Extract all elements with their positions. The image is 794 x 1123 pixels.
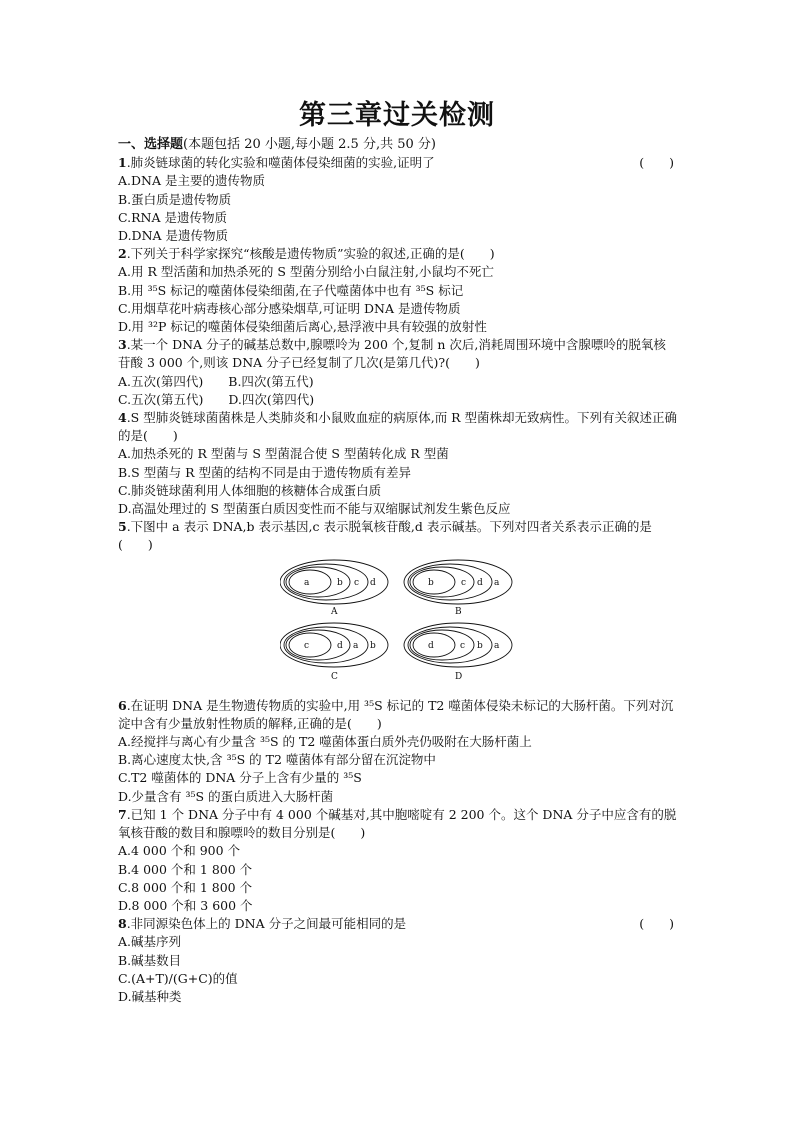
venn-label: c — [354, 577, 360, 588]
question-list — [118, 136, 678, 1006]
option-a: A.4 000 个和 900 个 — [118, 843, 241, 859]
option-d: D.8 000 个和 3 600 个 — [118, 897, 253, 913]
option-a: A.经搅拌与离心有少量含 ³⁵S 的 T2 噬菌体蛋白质外壳仍吸附在大肠杆菌上 — [118, 734, 532, 750]
option-c: C.(A+T)/(G+C)的值 — [118, 970, 238, 986]
question-3 — [118, 336, 678, 372]
question-number: 4 — [118, 410, 127, 426]
question-1 — [118, 154, 678, 172]
option-c: C.用烟草花叶病毒核心部分感染烟草,可证明 DNA 是遗传物质 — [118, 300, 461, 316]
option-b: B.碱基数目 — [118, 952, 182, 968]
section-head: 一、选择题 — [118, 137, 184, 152]
question-4 — [118, 409, 678, 445]
venn-label: b — [337, 577, 343, 588]
venn-label: d — [337, 640, 343, 651]
venn-label: d — [370, 577, 376, 588]
options-row-1: A.五次(第四代) B.四次(第五代) — [118, 373, 314, 389]
question-5 — [118, 518, 678, 554]
question-stem: .下列关于科学家探究“核酸是遗传物质”实验的叙述,正确的是( ) — [126, 246, 495, 262]
question-number: 6 — [118, 697, 127, 713]
question-stem: .某一个 DNA 分子的碱基总数中,腺嘌呤为 200 个,复制 n 次后,消耗周围环境中含腺嘌呤的脱氧核苷酸 3 000 个,则该 DNA 分子已经复制了几次(是第几代)?( ) — [118, 337, 666, 371]
option-d: D.高温处理过的 S 型菌蛋白质因变性而不能与双缩脲试剂发生紫色反应 — [118, 501, 511, 517]
venn-label: a — [353, 640, 359, 651]
section-header — [118, 136, 678, 154]
option-a: A.用 R 型活菌和加热杀死的 S 型菌分别给小白鼠注射,小鼠均不死亡 — [118, 264, 494, 280]
option-d: D.用 ³²P 标记的噬菌体侵染细菌后离心,悬浮液中具有较强的放射性 — [118, 319, 487, 335]
venn-label: a — [494, 640, 500, 651]
question-number: 1 — [118, 155, 127, 171]
question-stem: .在证明 DNA 是生物遗传物质的实验中,用 ³⁵S 标记的 T2 噬菌体侵染未标记的大肠杆菌。下列对沉淀中含有少量放射性物质的解释,正确的是( ) — [118, 697, 674, 731]
option-a: A.加热杀死的 R 型菌与 S 型菌混合使 S 型菌转化成 R 型菌 — [118, 446, 449, 462]
venn-label: a — [304, 577, 310, 588]
option-b: B.用 ³⁵S 标记的噬菌体侵染细菌,在子代噬菌体中也有 ³⁵S 标记 — [118, 282, 464, 298]
venn-label: b — [477, 640, 483, 651]
option-d: D.DNA 是遗传物质 — [118, 228, 229, 244]
option-b: B.蛋白质是遗传物质 — [118, 191, 232, 207]
venn-label: c — [460, 640, 466, 651]
question-8 — [118, 915, 678, 933]
question-number: 7 — [118, 806, 127, 822]
option-c: C.RNA 是遗传物质 — [118, 209, 227, 225]
question-number: 3 — [118, 337, 127, 353]
question-stem: .S 型肺炎链球菌菌株是人类肺炎和小鼠败血症的病原体,而 R 型菌株却无致病性。下列有关叙述正确的是( ) — [118, 410, 678, 444]
option-b: B.4 000 个和 1 800 个 — [118, 861, 253, 877]
option-b: B.离心速度太快,含 ³⁵S 的 T2 噬菌体有部分留在沉淀物中 — [118, 752, 436, 768]
question-number: 2 — [118, 246, 127, 262]
question-stem: .肺炎链球菌的转化实验和噬菌体侵染细菌的实验,证明了 — [126, 155, 435, 171]
option-c: C.T2 噬菌体的 DNA 分子上含有少量的 ³⁵S — [118, 770, 362, 786]
option-d: D.少量含有 ³⁵S 的蛋白质进入大肠杆菌 — [118, 788, 334, 804]
question-stem: .下图中 a 表示 DNA,b 表示基因,c 表示脱氧核苷酸,d 表示碱基。下列对四者关系表示正确的是( ) — [118, 519, 652, 553]
option-a: A.碱基序列 — [118, 934, 182, 950]
venn-label: b — [370, 640, 376, 651]
options-row-2: C.五次(第五代) D.四次(第四代) — [118, 391, 315, 407]
answer-paren: ( ) — [639, 155, 674, 171]
question-stem: .已知 1 个 DNA 分子中有 4 000 个碱基对,其中胞嘧啶有 2 200 个。这个 DNA 分子中应含有的脱氧核苷酸的数目和腺嘌呤的数目分别是( ) — [118, 806, 677, 841]
section-note: (本题包括 20 小题,每小题 2.5 分,共 50 分) — [183, 137, 436, 152]
question-6 — [118, 697, 678, 733]
question-number: 5 — [118, 519, 127, 535]
option-a: A.DNA 是主要的遗传物质 — [118, 173, 265, 189]
question-7 — [118, 806, 678, 842]
diagram-label: D — [455, 671, 463, 682]
venn-label: c — [304, 640, 310, 651]
venn-figure — [118, 557, 678, 697]
option-b: B.S 型菌与 R 型菌的结构不同是由于遗传物质有差异 — [118, 464, 412, 480]
question-number: 8 — [118, 916, 127, 932]
diagram-label: A — [331, 606, 338, 617]
venn-label: a — [494, 577, 500, 588]
option-c: C.肺炎链球菌利用人体细胞的核糖体合成蛋白质 — [118, 482, 382, 498]
venn-label: b — [428, 577, 434, 588]
diagram-label: B — [455, 606, 462, 617]
venn-label: d — [428, 640, 434, 651]
diagram-label: C — [331, 671, 338, 682]
option-d: D.碱基种类 — [118, 988, 182, 1004]
question-2 — [118, 245, 678, 263]
venn-label: c — [461, 577, 467, 588]
page-title: 第三章过关检测 — [299, 100, 495, 131]
venn-label: d — [477, 577, 483, 588]
venn-diagram — [280, 557, 516, 695]
answer-paren: ( ) — [639, 916, 674, 932]
option-c: C.8 000 个和 1 800 个 — [118, 879, 253, 895]
question-stem: .非同源染色体上的 DNA 分子之间最可能相同的是 — [126, 916, 407, 932]
